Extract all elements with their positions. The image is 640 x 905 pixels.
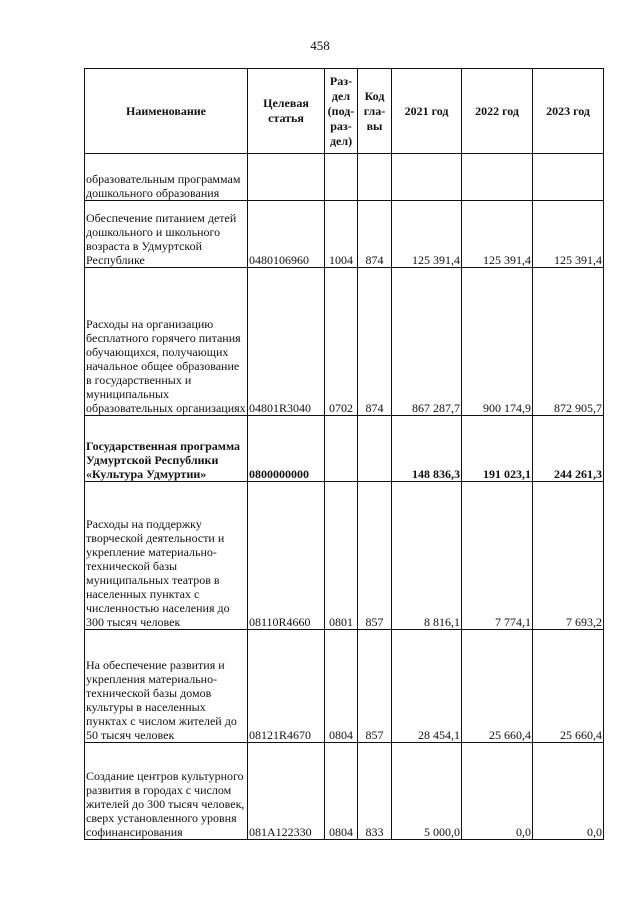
row-2021: 148 836,3 <box>392 416 462 482</box>
row-target <box>248 154 325 201</box>
row-2022 <box>462 154 533 201</box>
row-chapter: 874 <box>358 268 392 416</box>
table-row <box>85 268 604 416</box>
row-2022: 191 023,1 <box>462 416 533 482</box>
table-row <box>85 201 604 268</box>
page-number: 458 <box>310 38 330 53</box>
row-section: 0702 <box>325 268 358 416</box>
row-2021 <box>392 154 462 201</box>
table-row <box>85 416 604 482</box>
row-chapter: 833 <box>358 743 392 840</box>
row-2023: 872 905,7 <box>533 268 604 416</box>
row-2023: 25 660,4 <box>533 630 604 743</box>
row-target: 04801R3040 <box>248 268 325 416</box>
header-chapter: Код гла-вы <box>358 69 392 154</box>
row-chapter: 857 <box>358 630 392 743</box>
row-2023: 0,0 <box>533 743 604 840</box>
row-2022: 125 391,4 <box>462 201 533 268</box>
row-name: Расходы на поддержку творческой деятельности и укрепление материально-технической базы муниципальных театров в населенных пунктах с численностью населения до 300 тысяч человек <box>85 482 248 630</box>
row-chapter <box>358 154 392 201</box>
row-2022: 7 774,1 <box>462 482 533 630</box>
row-target: 08121R4670 <box>248 630 325 743</box>
row-name: Государственная программа Удмуртской Республики «Культура Удмуртии» <box>85 416 248 482</box>
row-target: 0800000000 <box>248 416 325 482</box>
header-row <box>85 69 604 154</box>
row-target: 081A122330 <box>248 743 325 840</box>
row-2021: 28 454,1 <box>392 630 462 743</box>
row-2021: 8 816,1 <box>392 482 462 630</box>
header-section: Раз-дел (под-раз-дел) <box>325 69 358 154</box>
row-section: 0801 <box>325 482 358 630</box>
row-2023: 7 693,2 <box>533 482 604 630</box>
row-2021: 5 000,0 <box>392 743 462 840</box>
budget-table <box>84 68 604 840</box>
table-row <box>85 743 604 840</box>
row-name: Расходы на организацию бесплатного горячего питания обучающихся, получающих начальное общее образование в государственных и муниципальных образовательных организациях <box>85 268 248 416</box>
row-chapter <box>358 416 392 482</box>
row-section: 0804 <box>325 743 358 840</box>
header-2022: 2022 год <box>462 69 533 154</box>
row-section: 1004 <box>325 201 358 268</box>
row-name: На обеспечение развития и укрепления материально-технической базы домов культуры в населенных пунктах с числом жителей до 50 тысяч человек <box>85 630 248 743</box>
row-chapter: 874 <box>358 201 392 268</box>
header-2023: 2023 год <box>533 69 604 154</box>
row-2023: 244 261,3 <box>533 416 604 482</box>
row-2022: 25 660,4 <box>462 630 533 743</box>
row-target: 0480106960 <box>248 201 325 268</box>
header-name: Наименование <box>85 69 248 154</box>
row-2023 <box>533 154 604 201</box>
table-row <box>85 482 604 630</box>
row-target: 08110R4660 <box>248 482 325 630</box>
header-2021: 2021 год <box>392 69 462 154</box>
row-name: Обеспечение питанием детей дошкольного и школьного возраста в Удмуртской Республике <box>85 201 248 268</box>
row-section <box>325 154 358 201</box>
row-section <box>325 416 358 482</box>
row-section: 0804 <box>325 630 358 743</box>
row-chapter: 857 <box>358 482 392 630</box>
row-2022: 0,0 <box>462 743 533 840</box>
row-name: образовательным программам дошкольного образования <box>85 154 248 201</box>
table-row <box>85 630 604 743</box>
table-row <box>85 154 604 201</box>
row-2021: 125 391,4 <box>392 201 462 268</box>
row-2021: 867 287,7 <box>392 268 462 416</box>
row-name: Создание центров культурного развития в городах с числом жителей до 300 тысяч человек, сверх установленного уровня софинансирования <box>85 743 248 840</box>
row-2023: 125 391,4 <box>533 201 604 268</box>
header-target: Целевая статья <box>248 69 325 154</box>
row-2022: 900 174,9 <box>462 268 533 416</box>
